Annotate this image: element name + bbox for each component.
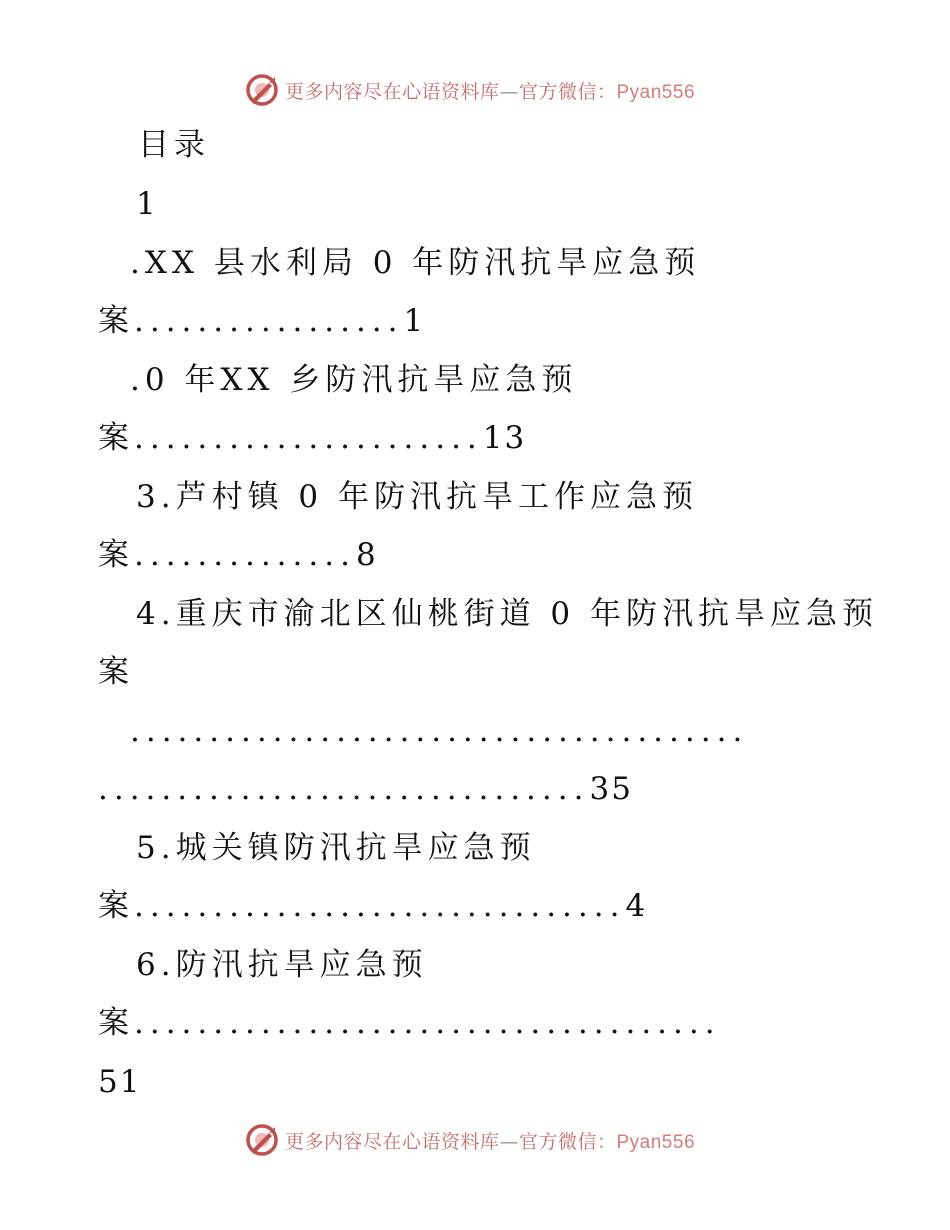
toc-entry-5-title[interactable] [136,828,536,868]
toc-line-text: 案 [98,420,134,456]
banner-official-label: 官方微信： [518,1130,617,1153]
banner-slogan: 更多内容尽在心语资料库 [284,80,500,103]
toc-entry-6-title[interactable] [136,945,428,985]
toc-page-number: 8 [355,537,378,573]
toc-line-text: 案 [98,303,134,339]
toc-line-text: 案 [98,1005,134,1041]
toc-entry-1-title[interactable] [130,243,700,283]
banner-official-label: 官方微信： [518,80,617,103]
toc-dot-leader: ...................... [134,420,483,456]
toc-dot-leader: ............................... [98,771,590,807]
toc-line-text: 案 [98,654,134,690]
toc-dot-leader: ............................... [134,888,626,924]
toc-dot-leader: ..................................... [134,1005,721,1041]
toc-dot-leader: ....................................... [130,713,749,749]
toc-page-number: 51 [98,1064,142,1100]
toc-dot-leader: ................. [134,303,404,339]
toc-entry-4-title[interactable] [136,594,878,634]
toc-entry-5-leader[interactable] [98,886,647,926]
toc-entry-1-leader[interactable] [98,301,425,341]
toc-page-number: 13 [482,420,527,456]
toc-title: 目录 [138,127,210,163]
banner-text [285,1127,695,1154]
toc-line-text: 案 [98,888,134,924]
toc-entry-6-leader[interactable] [98,1003,721,1043]
toc-entry-4-leader-cont[interactable] [98,769,633,809]
banner-wechat-id: Pyan556 [616,1131,696,1153]
toc-line-text: .0 年XX 乡防汛抗旱应急预 [130,362,578,398]
toc-line [136,184,161,224]
toc-entry-4-leader[interactable] [130,711,748,751]
banner-dash: — [499,1130,519,1153]
toc-line-text: .XX 县水利局 0 年防汛抗旱应急预 [130,245,701,281]
footer-banner [0,1120,950,1160]
banner-wechat-id: Pyan556 [616,81,696,103]
toc-page-number: 35 [589,771,633,807]
banner-dash: — [499,80,519,103]
toc-entry-3-leader[interactable] [98,535,378,575]
toc-line-text: 案 [98,537,134,573]
toc-page-number: 4 [625,888,648,924]
brand-logo-icon [245,1123,279,1157]
toc-page-number: 1 [403,303,426,339]
banner-slogan: 更多内容尽在心语资料库 [284,1130,500,1153]
banner-content [245,1123,695,1157]
toc-entry-2-title[interactable] [130,360,577,400]
toc-entry-4-tail[interactable] [98,652,134,692]
toc-dot-leader: .............. [134,537,356,573]
toc-entry-6-page[interactable] [98,1062,141,1102]
toc-line-text: 1 [136,186,161,222]
toc-line-text: 4.重庆市渝北区仙桃街道 0 年防汛抗旱应急预 [136,596,879,632]
toc-entry-3-title[interactable] [136,477,698,517]
toc-line-text: 5.城关镇防汛抗旱应急预 [136,830,536,866]
toc-line-text: 6.防汛抗旱应急预 [136,947,428,983]
toc-line-text: 3.芦村镇 0 年防汛抗旱工作应急预 [136,479,699,515]
toc-entry-2-leader[interactable] [98,418,526,458]
